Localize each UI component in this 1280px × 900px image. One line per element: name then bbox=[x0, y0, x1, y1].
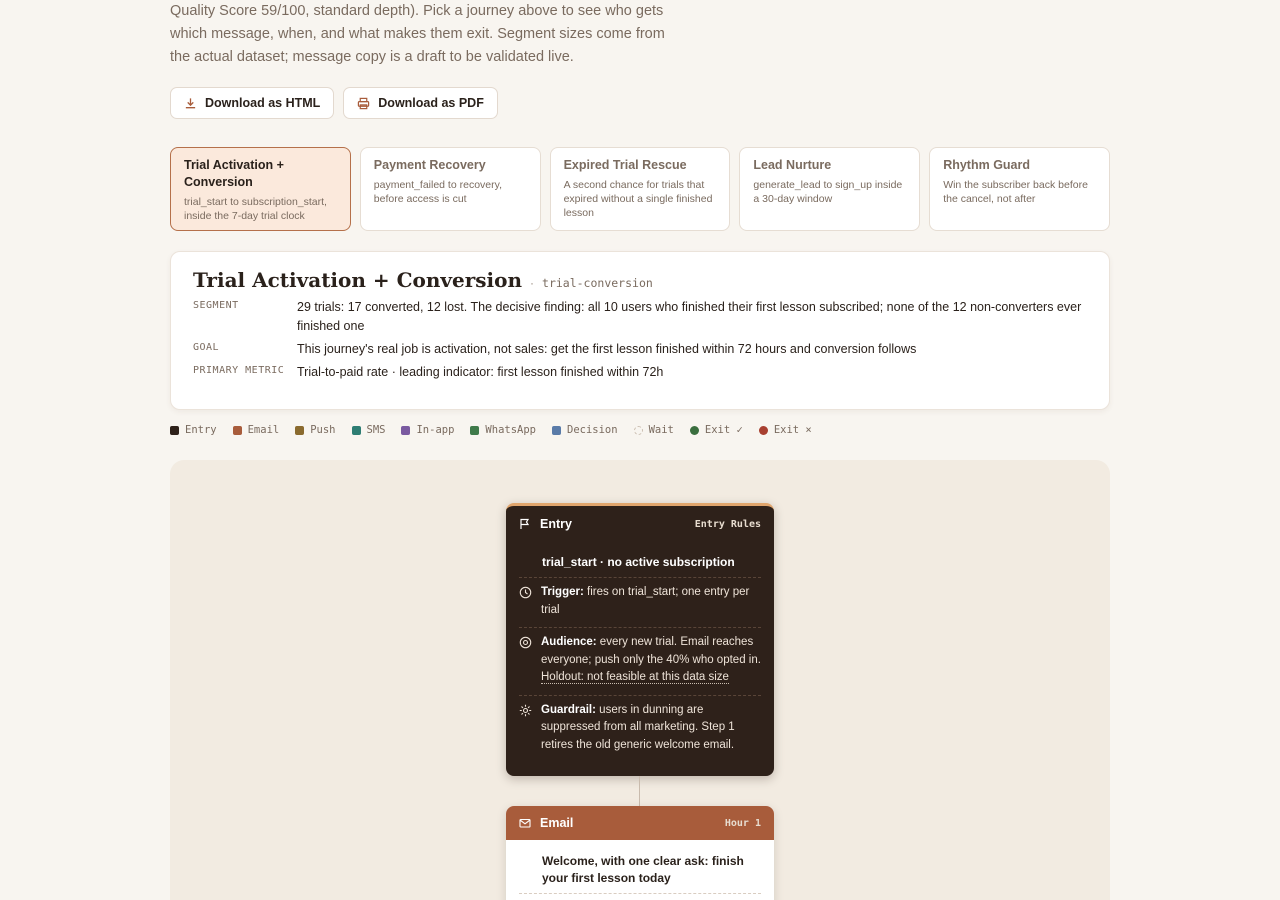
email-node-title: Welcome, with one clear ask: finish your first lesson today bbox=[542, 854, 744, 885]
tab-description: trial_start to subscription_start, inside the 7-day trial clock bbox=[184, 196, 327, 222]
legend-label: Push bbox=[310, 424, 336, 436]
download-icon bbox=[184, 97, 197, 110]
tab-title: Rhythm Guard bbox=[943, 158, 1030, 172]
summary-row-primary-metric bbox=[193, 363, 1087, 382]
summary-key: PRIMARY METRIC bbox=[193, 365, 285, 376]
entry-node-type-label: Entry bbox=[540, 517, 572, 531]
intro-line: Quality Score 59/100, standard depth). Pick a journey above to see who gets bbox=[170, 3, 664, 19]
tab-lead-nurture[interactable] bbox=[739, 147, 920, 231]
email-node-type bbox=[519, 816, 573, 830]
download-html-label: Download as HTML bbox=[205, 96, 321, 110]
summary-row-segment bbox=[193, 298, 1087, 336]
email-node-card[interactable] bbox=[506, 806, 774, 900]
entry-audience-text bbox=[541, 634, 761, 687]
entry-node-title: trial_start · no active subscription bbox=[519, 542, 761, 578]
flow-connector bbox=[639, 776, 640, 806]
legend-label: Exit × bbox=[773, 424, 812, 436]
legend-swatch bbox=[352, 426, 361, 435]
intro-line: which message, when, and what makes them exit. Segment sizes come from bbox=[170, 26, 665, 42]
legend-label: WhatsApp bbox=[485, 424, 536, 436]
legend-item-exit-fail bbox=[759, 424, 812, 436]
download-actions bbox=[170, 87, 498, 119]
journey-tabs bbox=[170, 147, 1110, 231]
summary-title: Trial Activation + Conversion bbox=[193, 268, 523, 292]
legend-item-whatsapp bbox=[470, 424, 536, 436]
summary-value: Trial-to-paid rate · leading indicator: first lesson finished within 72h bbox=[297, 365, 664, 379]
legend-swatch bbox=[295, 426, 304, 435]
summary-slug: trial-conversion bbox=[542, 276, 653, 290]
tab-rhythm-guard[interactable] bbox=[929, 147, 1110, 231]
entry-node-body bbox=[506, 542, 774, 762]
email-node-header bbox=[506, 806, 774, 840]
trigger-value: fires on trial_start; one entry per trial bbox=[541, 586, 750, 616]
entry-node-type bbox=[519, 517, 572, 531]
email-node-tag: Hour 1 bbox=[724, 817, 761, 829]
legend-item-push bbox=[295, 424, 335, 436]
intro-line: the actual dataset; message copy is a draft to be validated live. bbox=[170, 49, 574, 65]
legend-label: Email bbox=[247, 424, 280, 436]
download-pdf-button[interactable] bbox=[343, 87, 498, 119]
entry-audience-row bbox=[519, 628, 761, 696]
legend-swatch bbox=[170, 426, 179, 435]
audience-label: Audience: bbox=[541, 636, 597, 648]
entry-guardrail-text bbox=[541, 702, 761, 755]
entry-trigger-text bbox=[541, 584, 761, 619]
tab-title: Trial Activation + Conversion bbox=[184, 158, 284, 189]
summary-rows bbox=[193, 298, 1087, 382]
legend-item-email bbox=[233, 424, 280, 436]
summary-separator: · bbox=[530, 276, 535, 290]
summary-value: This journey's real job is activation, not sales: get the first lesson finished within 72 hours and conversion follows bbox=[297, 342, 917, 356]
tab-description: generate_lead to sign_up inside a 30-day window bbox=[753, 179, 903, 205]
legend-label: In-app bbox=[416, 424, 455, 436]
download-pdf-label: Download as PDF bbox=[378, 96, 484, 110]
entry-node-header bbox=[506, 506, 774, 542]
summary-key: SEGMENT bbox=[193, 300, 239, 311]
target-icon bbox=[519, 636, 532, 649]
legend-swatch bbox=[233, 426, 242, 435]
legend-swatch bbox=[759, 426, 768, 435]
legend-label: Decision bbox=[567, 424, 618, 436]
legend-item-exit-success bbox=[690, 424, 743, 436]
entry-node-tag: Entry Rules bbox=[694, 518, 761, 530]
gear-icon bbox=[519, 704, 532, 717]
mail-icon bbox=[519, 817, 531, 829]
summary-value: 29 trials: 17 converted, 12 lost. The decisive finding: all 10 users who finished their first lesson subscribed; none of the 12 non-converters ever finished one bbox=[297, 300, 1082, 333]
entry-trigger-row bbox=[519, 578, 761, 628]
entry-guardrail-row bbox=[519, 696, 761, 763]
printer-icon bbox=[357, 97, 370, 110]
download-html-button[interactable] bbox=[170, 87, 334, 119]
holdout-note: Holdout: not feasible at this data size bbox=[541, 671, 729, 683]
journey-summary-card bbox=[170, 251, 1110, 410]
guardrail-value: users in dunning are suppressed from all marketing. Step 1 retires the old generic welcome email. bbox=[541, 703, 735, 751]
tab-expired-trial-rescue[interactable] bbox=[550, 147, 731, 231]
tab-title: Expired Trial Rescue bbox=[563, 158, 687, 172]
clock-icon bbox=[519, 586, 532, 599]
legend-item-wait bbox=[634, 424, 674, 436]
tab-trial-activation[interactable] bbox=[170, 147, 351, 231]
entry-node-card[interactable] bbox=[506, 503, 774, 776]
legend-swatch bbox=[470, 426, 479, 435]
legend-swatch bbox=[634, 426, 643, 435]
summary-row-goal bbox=[193, 340, 1087, 359]
audience-value: every new trial. Email reaches everyone; push only the 40% who opted in. bbox=[541, 636, 761, 666]
summary-header bbox=[193, 268, 1087, 292]
legend-item-sms bbox=[352, 424, 386, 436]
legend-item-in-app bbox=[401, 424, 454, 436]
tab-description: A second chance for trials that expired without a single finished lesson bbox=[563, 179, 713, 219]
email-divider bbox=[519, 893, 761, 894]
tab-description: Win the subscriber back before the cancel, not after bbox=[943, 179, 1088, 205]
tab-title: Lead Nurture bbox=[753, 158, 832, 172]
legend-swatch bbox=[401, 426, 410, 435]
trigger-label: Trigger: bbox=[541, 586, 584, 598]
tab-title: Payment Recovery bbox=[373, 158, 486, 172]
guardrail-label: Guardrail: bbox=[541, 703, 596, 716]
legend-swatch bbox=[552, 426, 561, 435]
legend-label: Wait bbox=[648, 424, 674, 436]
legend-item-entry bbox=[170, 424, 217, 436]
intro-text bbox=[170, 0, 690, 69]
legend-label: SMS bbox=[366, 424, 386, 436]
tab-payment-recovery[interactable] bbox=[360, 147, 541, 231]
node-type-legend bbox=[170, 424, 812, 436]
legend-label: Exit ✓ bbox=[704, 424, 743, 436]
summary-key: GOAL bbox=[193, 342, 220, 353]
email-node-type-label: Email bbox=[540, 816, 574, 830]
legend-label: Entry bbox=[185, 424, 217, 436]
tab-description: payment_failed to recovery, before access is cut bbox=[373, 179, 503, 205]
legend-swatch bbox=[690, 426, 699, 435]
legend-item-decision bbox=[552, 424, 618, 436]
flag-icon bbox=[519, 518, 531, 530]
